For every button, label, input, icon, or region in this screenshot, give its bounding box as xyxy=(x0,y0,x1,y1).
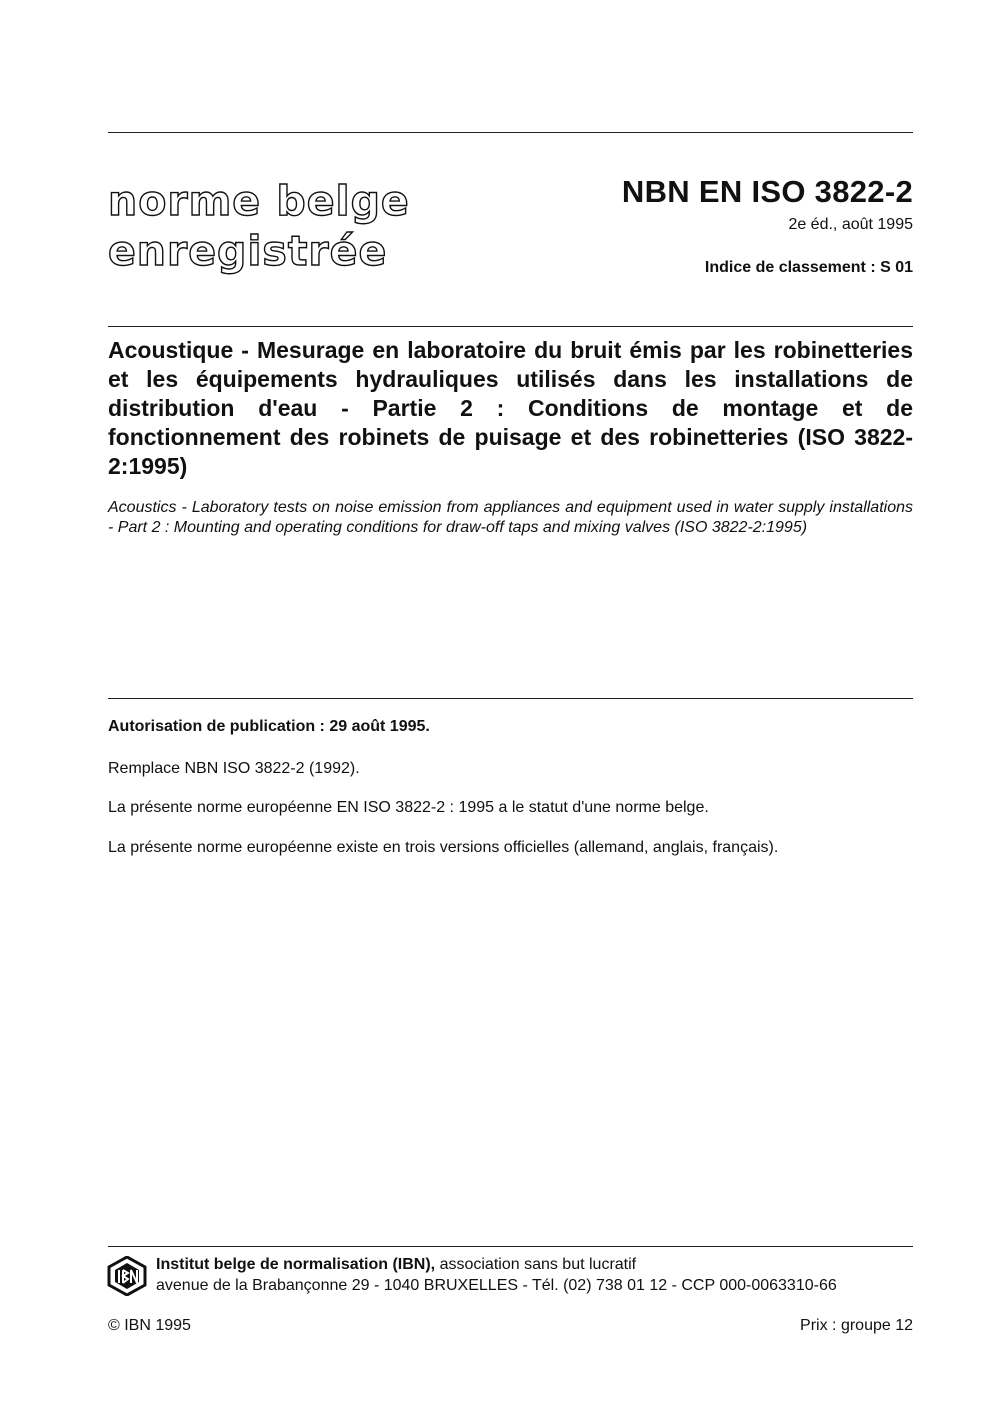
brand-line-2: enregistrée xyxy=(108,227,388,275)
edition: 2e éd., août 1995 xyxy=(788,216,913,233)
body-divider xyxy=(108,698,913,699)
standard-number: NBN EN ISO 3822-2 xyxy=(621,174,913,209)
publication-authorisation: Autorisation de publication : 29 août 1995. xyxy=(108,718,430,735)
replaces-note: Remplace NBN ISO 3822-2 (1992). xyxy=(108,760,360,777)
title-divider xyxy=(108,326,913,327)
price-group: Prix : groupe 12 xyxy=(800,1317,913,1334)
versions-note: La présente norme européenne existe en trois versions officielles (allemand, anglais, français). xyxy=(108,839,779,856)
footer-divider xyxy=(108,1246,913,1247)
english-title: Acoustics - Laboratory tests on noise emission from appliances and equipment used in water supply installations - Part 2 : Mounting and operating conditions for draw-off taps and mixing valves (ISO 3822-2:1995) xyxy=(108,499,913,536)
copyright: © IBN 1995 xyxy=(108,1317,191,1334)
institute-name: Institut belge de normalisation (IBN), xyxy=(156,1256,436,1273)
brand-line-1: norme belge xyxy=(108,177,410,225)
french-title: Acoustique - Mesurage en laboratoire du bruit émis par les robinetteries et les équipements hydrauliques utilisés dans les installations de distribution d'eau - Partie 2 : Conditions de montage et de fonctionnement des robinets de puisage et des robinetteries (ISO 3822-2:1995) xyxy=(108,337,913,479)
institute-line xyxy=(156,1256,636,1274)
institute-status: association sans but lucratif xyxy=(435,1256,637,1273)
brand-title xyxy=(108,176,410,276)
ibn-logo-icon xyxy=(107,1256,147,1296)
status-note: La présente norme européenne EN ISO 3822-2 : 1995 a le statut d'une norme belge. xyxy=(108,799,709,816)
institute-address: avenue de la Brabançonne 29 - 1040 BRUXELLES - Tél. (02) 738 01 12 - CCP 000-0063310-66 xyxy=(156,1277,837,1294)
top-divider xyxy=(108,132,913,133)
classification-index: Indice de classement : S 01 xyxy=(704,259,913,276)
